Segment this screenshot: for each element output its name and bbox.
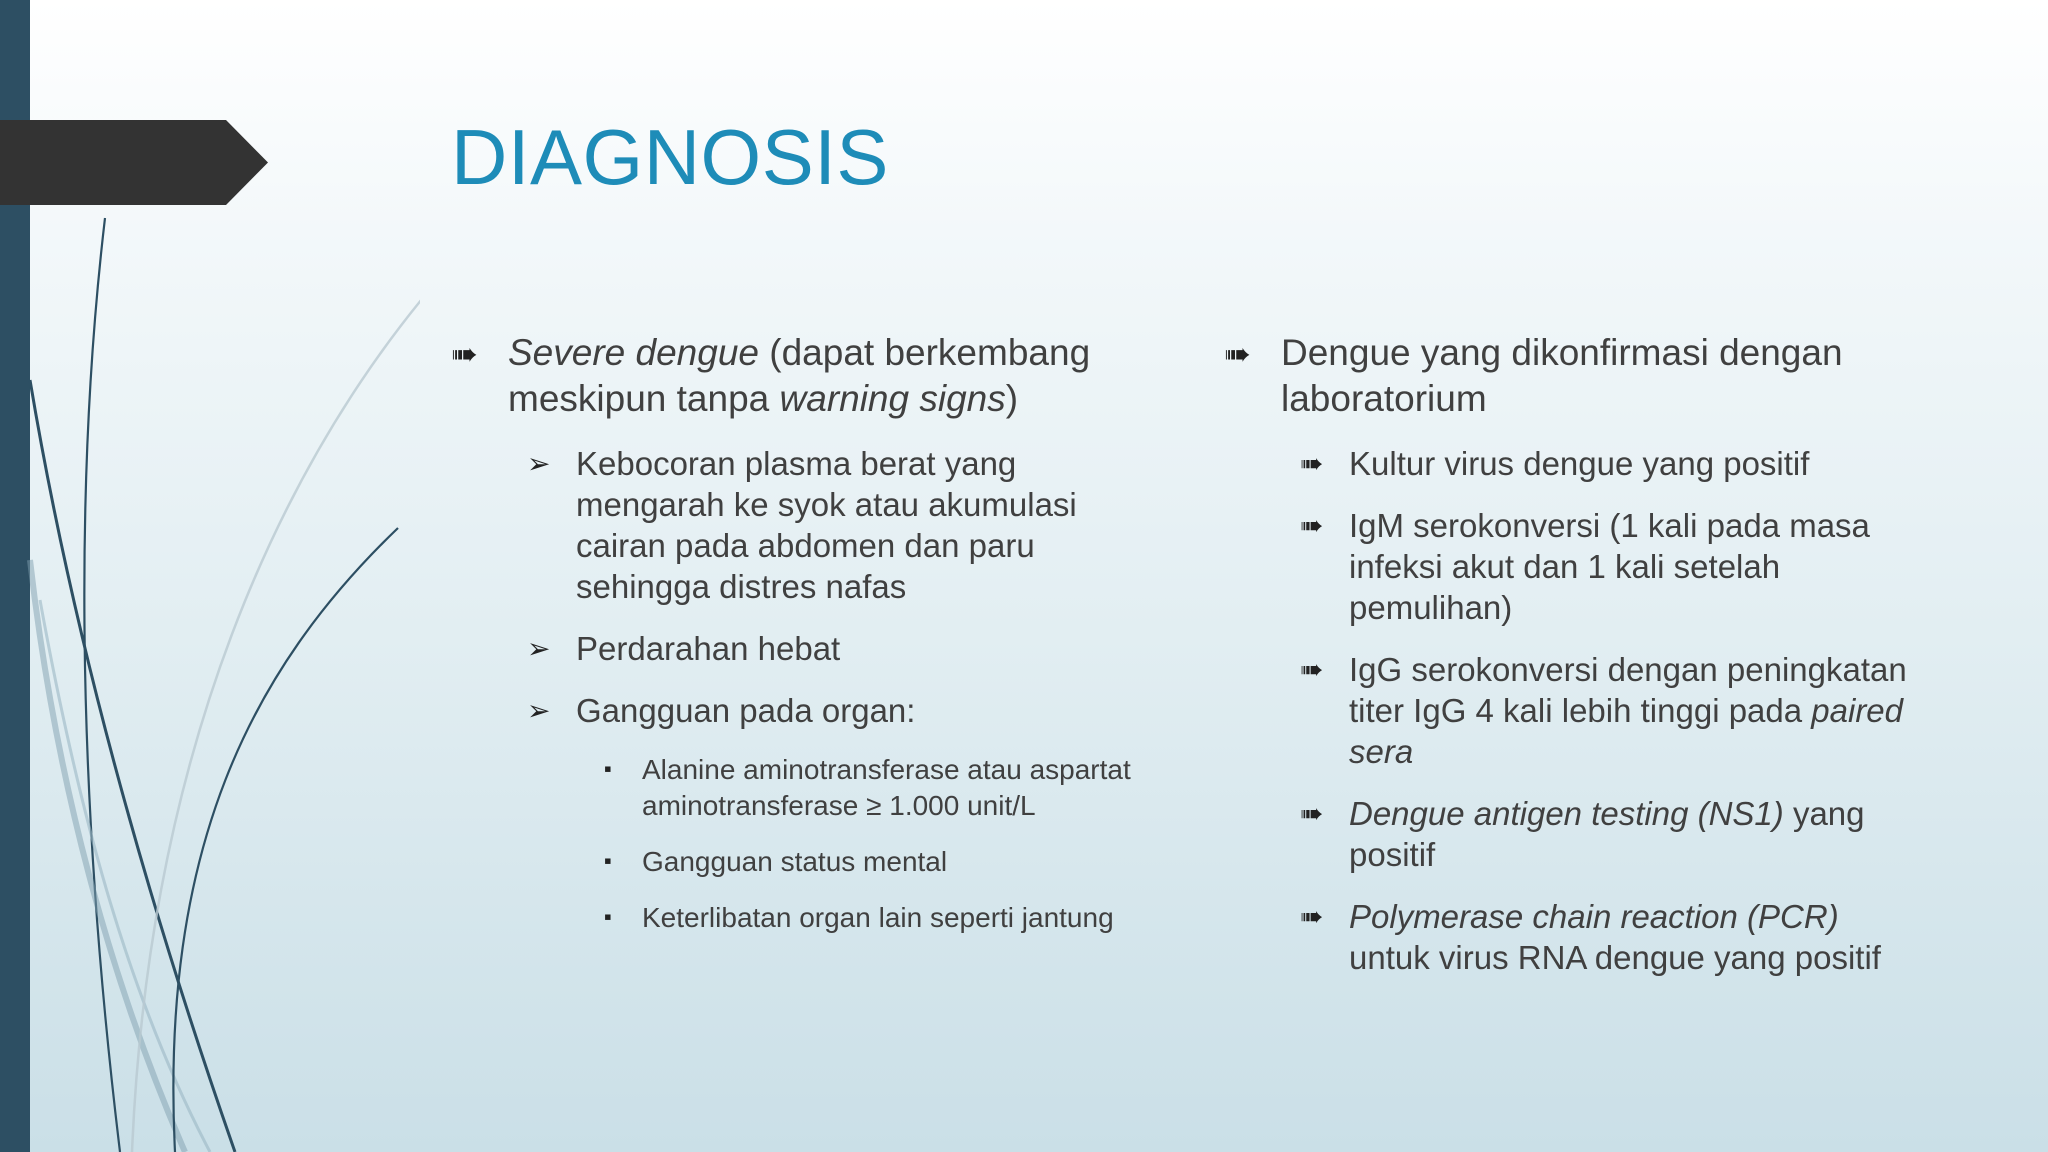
- arrow-bullet-icon: ➠: [1300, 901, 1324, 932]
- list-item: ▪ Keterlibatan organ lain seperti jantung: [451, 900, 1171, 936]
- left-main-point: [451, 330, 1171, 422]
- list-item: ➠ Kultur virus dengue yang positif: [1300, 445, 1810, 482]
- list-item: ▪ Gangguan status mental: [451, 844, 1171, 880]
- list-item: ➠ IgG serokonversi dengan peningkatan titer IgG 4 kali lebih tinggi pada paired sera: [1300, 651, 1907, 770]
- arrow-bullet-icon: ➠: [1300, 798, 1324, 829]
- arrow-bullet-icon: ➠: [1300, 448, 1324, 479]
- chevron-bullet-icon: ➢: [527, 448, 551, 479]
- arrow-bullet-icon: ➠: [1300, 654, 1324, 685]
- arrow-bullet-icon: ➠: [1300, 510, 1324, 541]
- list-item: ➠ Dengue antigen testing (NS1) yang positif: [1300, 795, 1865, 873]
- square-bullet-icon: ▪: [604, 848, 612, 873]
- square-bullet-icon: ▪: [604, 904, 612, 929]
- right-main-point: ➠ Dengue yang dikonfirmasi dengan laboratorium: [1224, 332, 1843, 419]
- list-item: ➢ Perdarahan hebat: [527, 630, 841, 667]
- left-main-text: Severe dengue (dapat berkembang meskipun tanpa warning signs): [508, 332, 1091, 419]
- list-item: ➠ IgM serokonversi (1 kali pada masa infeksi akut dan 1 kali setelah pemulihan): [1300, 507, 1870, 626]
- left-column: [451, 330, 1171, 956]
- list-item: ▪ Alanine aminotransferase atau aspartat aminotransferase ≥ 1.000 unit/L: [451, 752, 1171, 824]
- square-bullet-icon: ▪: [604, 756, 612, 781]
- right-column: [1224, 330, 1924, 999]
- list-item: ➢ Gangguan pada organ:: [527, 692, 916, 729]
- list-item: ➠ Polymerase chain reaction (PCR) untuk virus RNA dengue yang positif: [1300, 898, 1881, 976]
- title-tab-arrow: [0, 120, 268, 205]
- chevron-bullet-icon: ➢: [527, 695, 551, 726]
- slide-title: DIAGNOSIS: [451, 113, 889, 201]
- arrow-bullet-icon: ➠: [451, 336, 478, 372]
- arrow-bullet-icon: ➠: [1224, 336, 1251, 372]
- chevron-bullet-icon: ➢: [527, 633, 551, 664]
- list-item: ➢ Kebocoran plasma berat yang mengarah ke syok atau akumulasi cairan pada abdomen dan paru sehingga distres nafas: [527, 445, 1077, 605]
